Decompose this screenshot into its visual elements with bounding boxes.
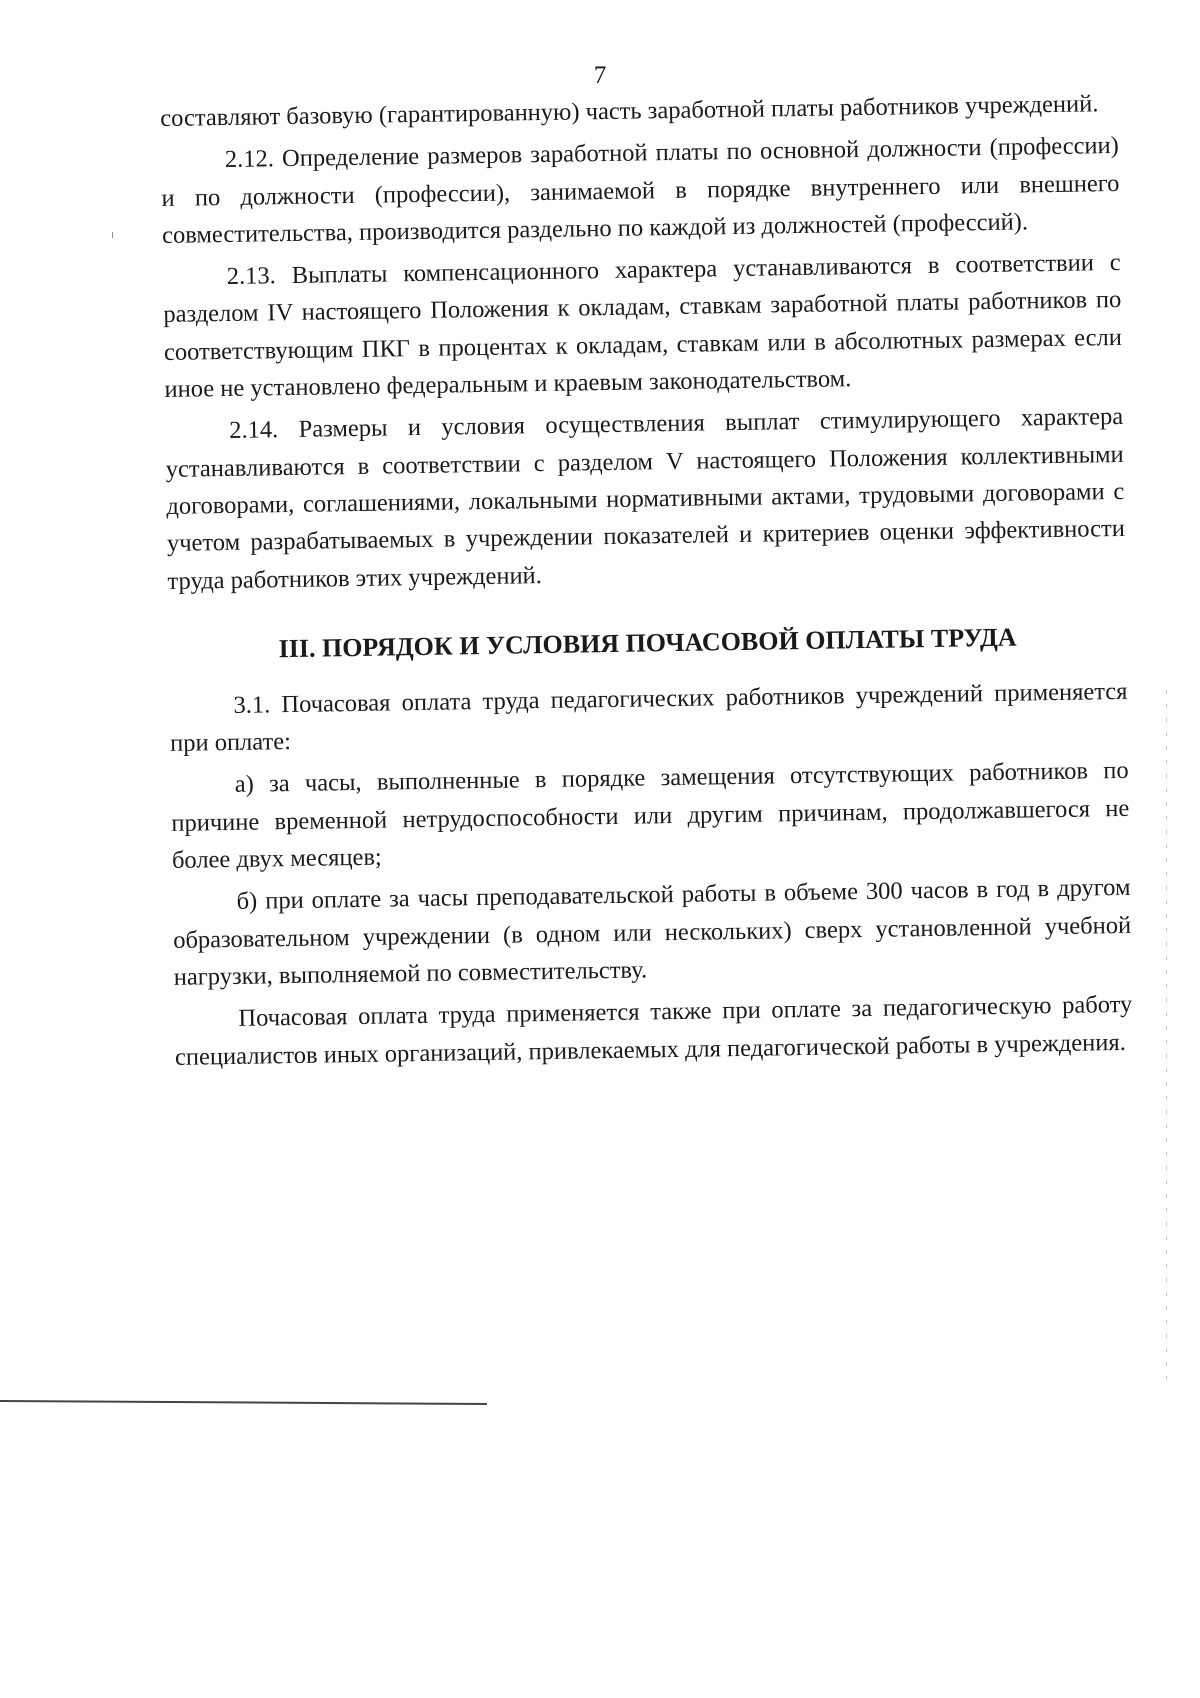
scan-margin-mark — [112, 232, 113, 238]
paragraph-2-13: 2.13. Выплаты компенсационного характера устанавливаются в соответствии с разделом IV настоящего Положения к окладам, ставкам заработной платы работников по соответствующим ПКГ в процентах к окладам, ставкам или в абсолютных размерах если иное не установлено федеральным и краевым законодательством. — [163, 249, 1123, 404]
paragraph-hourly-pay-note: Почасовая оплата труда применяется также при оплате за педагогическую работу специалистов иных организаций, привлекаемых для педагогической работы в учреждения. — [174, 991, 1133, 1071]
footnote-separator-line — [0, 1400, 487, 1405]
paragraph-continuation: составляют базовую (гарантированную) часть заработной платы работников учреждений. — [160, 90, 1099, 132]
scan-right-edge-artifact — [1166, 690, 1167, 1390]
paragraph-item-b: б) при оплате за часы преподавательской работы в объеме 300 часов в год в другом образовательном учреждении (в одном или нескольких) сверх установленной учебной нагрузки, выполняемой по совместительству. — [172, 874, 1132, 991]
section-title: III. ПОРЯДОК И УСЛОВИЯ ПОЧАСОВОЙ ОПЛАТЫ ТРУДА — [278, 622, 1017, 664]
paragraph-item-a: а) за часы, выполненные в порядке замещения отсутствующих работников по причине временной нетрудоспособности или другим причинам, продолжавшегося не более двух месяцев; — [171, 757, 1130, 874]
document-body — [160, 85, 1133, 1076]
paragraph-2-12: 2.12. Определение размеров заработной платы по основной должности (профессии) и по должности (профессии), занимаемой в порядке внутреннего или внешнего совместительства, производится раздельно по каждой из должностей (профессий). — [161, 132, 1120, 249]
page-number: 7 — [593, 62, 607, 89]
paragraph-3-1: 3.1. Почасовая оплата труда педагогических работников учреждений применяется при оплате: — [169, 677, 1128, 758]
paragraph-2-14: 2.14. Размеры и условия осуществления выплат стимулирующего характера устанавливаются в соответствии с разделом V настоящего Положения коллективными договорами, соглашениями, локальными нормативными актами, трудовыми договорами с учетом разрабатываемых в учреждении показателей и критериев оценки эффективности труда работников этих учреждений. — [165, 403, 1126, 595]
